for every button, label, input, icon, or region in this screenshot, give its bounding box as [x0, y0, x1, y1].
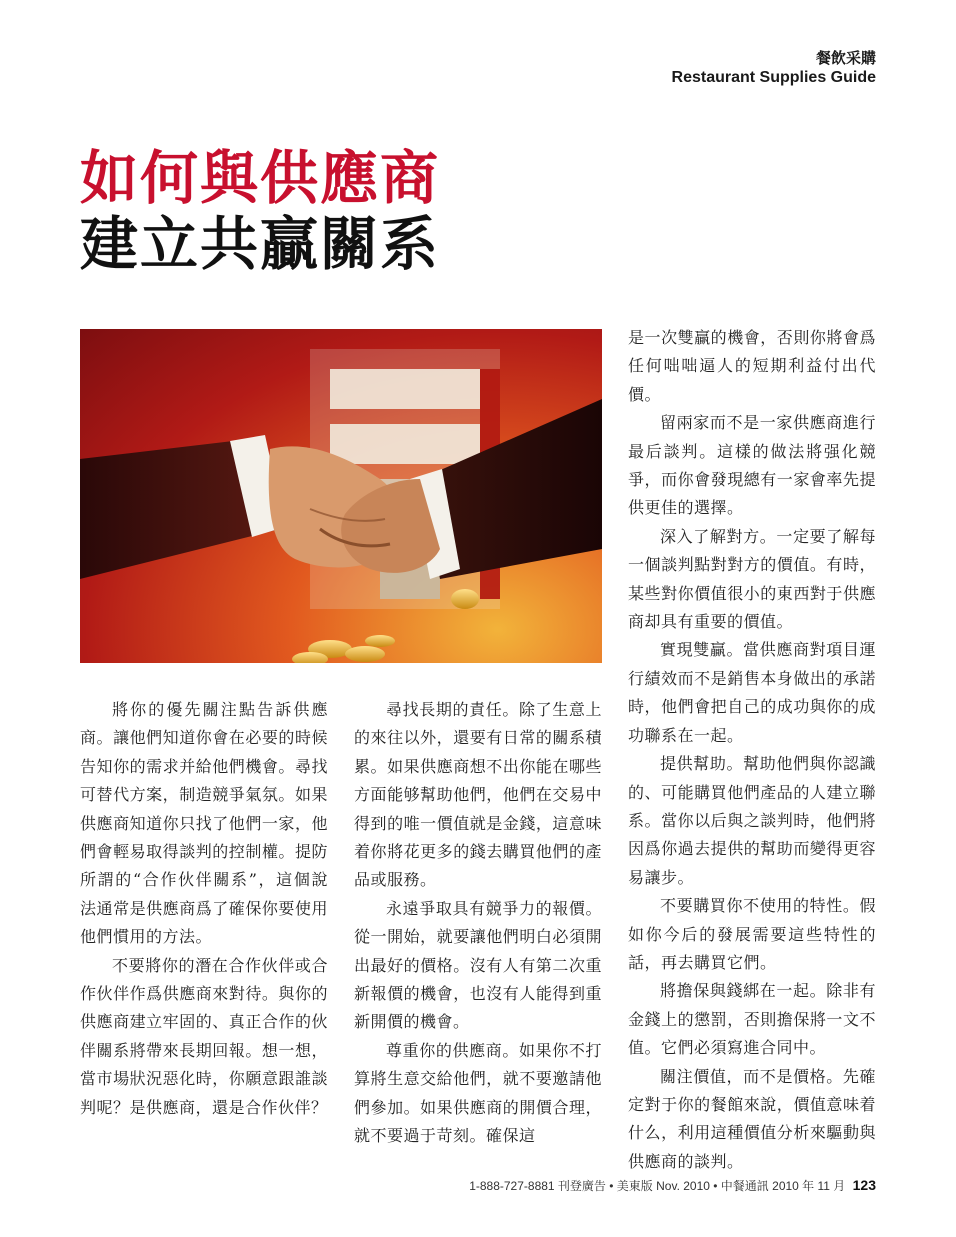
paragraph-continued: 是一次雙贏的機會，否則你將會爲任何咄咄逼人的短期利益付出代價。 — [628, 328, 876, 404]
title-line-1: 如何與供應商 — [80, 144, 441, 212]
paragraph: 永遠爭取具有競爭力的報價。從一開始，就要讓他們明白必須開出最好的價格。沒有人有第二次重新報價的機會，也沒有人能得到重新開價的機會。 — [354, 898, 602, 1032]
section-title-en: Restaurant Supplies Guide — [671, 69, 876, 86]
article-column-2 — [354, 696, 602, 1151]
paragraph: 將擔保與錢綁在一起。除非有金錢上的懲罰，否則擔保將一文不值。它們必須寫進合同中。 — [628, 981, 876, 1058]
handshake-illustration — [80, 329, 602, 663]
paragraph: 關注價值，而不是價格。先確定對于你的餐館來說，價值意味着什么，利用這種價值分析來驅動與供應商的談判。 — [628, 1066, 876, 1171]
section-title-zh: 餐飲采購 — [815, 49, 876, 67]
page-number: 123 — [852, 1177, 876, 1193]
handshake-image — [80, 329, 602, 663]
article-column-1 — [80, 696, 328, 1122]
section-header — [672, 48, 876, 88]
title-line-2: 建立共贏關系 — [80, 210, 441, 278]
paragraph: 將你的優先關注點告訴供應商。讓他們知道你會在必要的時候告知你的需求并給他們機會。尋找可替代方案，制造競爭氣氛。如果供應商知道你只找了他們一家，他們會輕易取得談判的控制權。提防所謂的“合作伙伴關系”，這個說法通常是供應商爲了確保你要使用他們慣用的方法。 — [80, 700, 328, 947]
article-title — [80, 145, 440, 277]
paragraph: 尋找長期的責任。除了生意上的來往以外，還要有日常的關系積累。如果供應商想不出你能在哪些方面能够幫助他們，他們在交易中得到的唯一價值就是金錢，這意味着你將花更多的錢去購買他們的產品或服務。 — [354, 700, 602, 890]
article-column-3 — [628, 324, 876, 1176]
paragraph: 尊重你的供應商。如果你不打算將生意交給他們，就不要邀請他們參加。如果供應商的開價合理，就不要過于苛刻。確保這 — [354, 1040, 602, 1146]
paragraph: 深入了解對方。一定要了解每一個談判點對對方的價值。有時，某些對你價值很小的東西對于供應商却具有重要的價值。 — [628, 526, 876, 632]
paragraph: 提供幫助。幫助他們與你認識的、可能購買他們產品的人建立聯系。當你以后與之談判時，他們將因爲你過去提供的幫助而變得更容易讓步。 — [628, 754, 876, 887]
page-footer — [469, 1177, 876, 1194]
paragraph: 不要將你的潛在合作伙伴或合作伙伴作爲供應商來對待。與你的供應商建立牢固的、真正合作的伙伴關系將帶來長期回報。想一想，當市場狀況惡化時，你願意跟誰談判呢？是供應商，還是合作伙伴？ — [80, 955, 328, 1117]
paragraph: 不要購買你不使用的特性。假如你今后的發展需要這些特性的話，再去購買它們。 — [628, 896, 876, 972]
paragraph: 實現雙贏。當供應商對項目運行績效而不是銷售本身做出的承諾時，他們會把自己的成功與你的成功聯系在一起。 — [628, 640, 876, 745]
paragraph: 留兩家而不是一家供應商進行最后談判。這樣的做法將强化競爭，而你會發現總有一家會率先提供更佳的選擇。 — [628, 413, 876, 518]
footer-text: 1-888-727-8881 刊登廣告 • 美東版 Nov. 2010 • 中餐通訊 2010 年 11 月 — [469, 1179, 846, 1193]
